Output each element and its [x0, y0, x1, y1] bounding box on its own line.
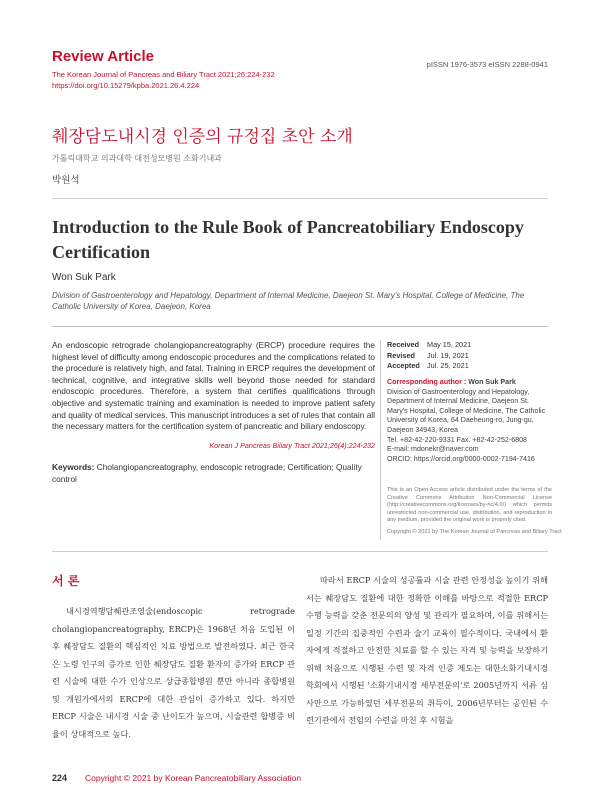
- journal-citation: The Korean Journal of Pancreas and Biliary Tract 2021;26:224-232: [52, 70, 275, 79]
- english-affiliation: Division of Gastroenterology and Hepatology, Department of Internal Medicine, Daejeon St. Mary's Hospital, College of Medicine, The Catholic University of Korea, Daejeon, Korea: [52, 291, 525, 311]
- section-title: 서 론: [52, 574, 80, 588]
- corr-email[interactable]: E-mail: mdonekr@naver.com: [387, 445, 479, 454]
- keywords-label: Keywords:: [52, 462, 95, 472]
- page-number: 224: [52, 773, 68, 783]
- english-title: Introduction to the Rule Book of Pancreatobiliary Endoscopy Certification: [52, 217, 524, 262]
- korean-affiliation: 가톨릭대학교 의과대학 대전성모병원 소화기내과: [52, 154, 222, 163]
- corr-line: University of Korea, 64 Daeheung-ro, Jung-gu,: [387, 416, 534, 425]
- column-divider: [380, 340, 381, 540]
- divider: [52, 326, 548, 327]
- corr-phone: Tel. +82-42-220-9331 Fax. +82-42-252-6808: [387, 435, 528, 444]
- corr-line: Mary's Hospital, College of Medicine, The Catholic: [387, 406, 546, 415]
- divider: [52, 551, 548, 552]
- corr-line: Division of Gastroenterology and Hepatology,: [387, 387, 530, 396]
- keywords-list: Cholangiopancreatography, endoscopic retrograde; Certification; Quality control: [52, 462, 362, 484]
- paragraph: 내시경역행담췌관조영술(endoscopic retrograde cholangiopancreatography, ERCP)은 1968년 처음 도입된 이후 췌장담도 질환의 핵심적인 치료 방법으로 발전하였다. 최근 한국은 노령 인구의 증가로 인한 췌장담도 질환 환자의 증가와 ERCP 관련 시술에 대한 수가 인상으로 상급종합병원 뿐만 아니라 종합병원 및 개원가에서의 ERCP에 대한 관심이 증가하고 있다. 하지만 ERCP 시술은 내시경 시술 중 난이도가 높으며, 시술관련 합병증 비율이 상대적으로 높다.: [52, 606, 295, 739]
- abstract-text: An endoscopic retrograde cholangiopancreatography (ERCP) procedure requires the highest level of difficulty among endoscopic procedures and the complications related to the procedure is relatively high, and fatal. Training in ERCP requires the development of technical, cognitive, and integrative skills well beyond those needed for standard endoscopic procedures. Therefore, a system that certifies qualifications through objective and systematic training and examination is needed to improve patient safety and quality of medical services. This manuscript introduces a set of rules that contain all the necessary matters for the certification system of pancreatic and biliary endoscopy.: [52, 340, 375, 432]
- date-received: Received May 15, 2021: [387, 340, 472, 349]
- abstract-citation: Korean J Pancreas Biliary Tract 2021;26(4):224-232: [209, 441, 375, 450]
- divider: [52, 198, 548, 199]
- article-dates: [387, 340, 471, 372]
- korean-author: 박원석: [52, 175, 80, 186]
- issn: pISSN 1976-3573 eISSN 2288-0941: [426, 60, 548, 69]
- date-revised: Revised Jul. 19, 2021: [387, 350, 469, 360]
- corresponding-author-heading: Corresponding author : Won Suk Park: [387, 378, 516, 386]
- article-type: Review Article: [52, 48, 154, 65]
- corresponding-author: [387, 378, 552, 464]
- corr-line: Department of Internal Medicine, Daejeon St.: [387, 397, 529, 406]
- paragraph: 따라서 ERCP 시술의 성공률과 시술 관련 안정성을 높이기 위해서는 췌장담도 질환에 대한 정확한 이해를 바탕으로 적절한 ERCP 수행 능력을 갖춘 전문의의 양성 및 관리가 필요하며, 이를 위해서는 일정 기간의 집중적인 수련과 술기 교육이 필수적이다. 국내에서 환자에게 적절하고 안전한 치료를 할 수 있는 자격 및 능력을 보장하기 위해 처음으로 시행된 수련 및 자격 인증 제도는 대한소화기내시경학회에서 시행된 '소화기내시경 세부전문의'로 2005년까지 서류 심사만으로 가능하였던 세부전문의 취득이, 2006년부터는 공인된 수련기관에서 전임의 수련을 마친 후 시험을: [306, 575, 548, 725]
- keywords: [52, 462, 375, 485]
- english-author: Won Suk Park: [52, 272, 116, 283]
- copyright-notice: Copyright © 2021 by The Korean Journal of Pancreas and Biliary Tract: [387, 529, 562, 535]
- open-access-notice: This is an Open Access article distributed under the terms of the Creative Commons Attribution Non-Commercial License (http://creativecommons.org/licenses/by-nc/4.0/) which permits unrestricted non-commercial use, distribution, and reproduction in any medium, provided the original work is properly cited.: [387, 487, 552, 524]
- body-column-right: [306, 572, 548, 730]
- body-column-left: [52, 603, 295, 743]
- doi-link[interactable]: https://doi.org/10.15279/kpba.2021.26.4.224: [52, 81, 200, 90]
- korean-title: 췌장담도내시경 인증의 규정집 초안 소개: [52, 127, 353, 147]
- corr-orcid[interactable]: ORCID: https://orcid.org/0000-0002-7194-7416: [387, 454, 535, 463]
- date-accepted: Accepted Jul. 25, 2021: [387, 361, 469, 370]
- footer-copyright: Copyright © 2021 by Korean Pancreatobiliary Association: [85, 773, 302, 783]
- corr-line: Daejeon 34943, Korea: [387, 425, 458, 434]
